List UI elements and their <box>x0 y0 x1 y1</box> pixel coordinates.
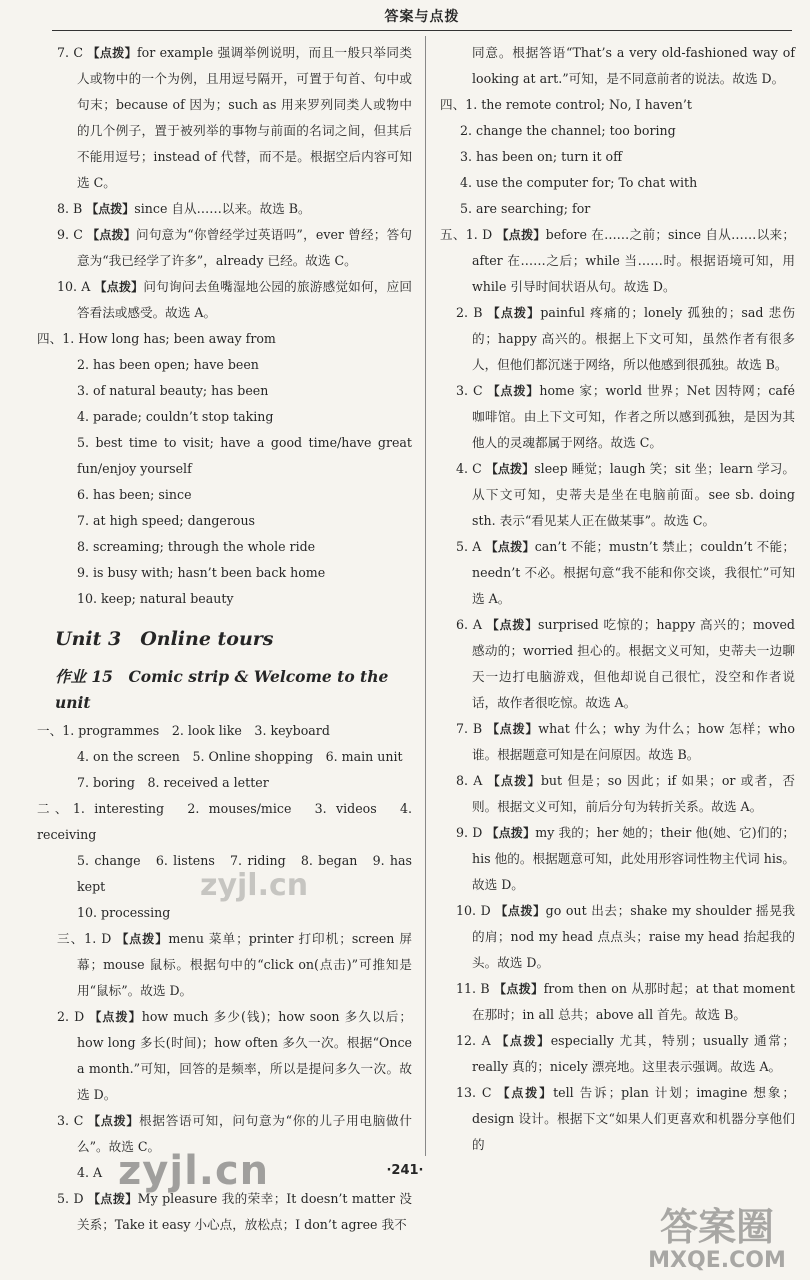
answer-5-10: 10. D 【点拨】go out 出去；shake my shoulder 摇晃我的肩；nod my head 点点头；raise my head 抬起我的头。故选 D。 <box>456 903 795 970</box>
section4-line6: 6. has been; since <box>77 487 192 502</box>
answer-3-2: 2. D 【点拨】how much 多少(钱)；how soon 多久以后；how long 多长(时间)；how often 多久一次。根据“Once a month.”可知，回答的是频率，所以是提问多久一次。故选 D。 <box>57 1009 412 1102</box>
watermark-middle: zyjl.cn <box>200 868 309 903</box>
answer-3-1: 三、1. D 【点拨】menu 菜单；printer 打印机；screen 屏幕；mouse 鼠标。根据句中的“click on(点击)”可推知是用“鼠标”。故选 D。 <box>57 931 412 998</box>
answer-3-4: 4. A <box>77 1165 103 1180</box>
answer-5-4: 4. C 【点拨】sleep 睡觉；laugh 笑；sit 坐；learn 学习。从下文可知，史蒂夫是坐在电脑前面。see sb. doing sth. 表示“看见某人正在做某事”。故选 C。 <box>456 461 795 528</box>
answer-8: 8. B 【点拨】since 自从……以来。故选 B。 <box>57 201 311 216</box>
answer-3-3: 3. C 【点拨】根据答语可知，问句意为“你的儿子用电脑做什么”。故选 C。 <box>57 1113 412 1154</box>
answer-5-8: 8. A 【点拨】but 但是；so 因此；if 如果；or 或者，否则。根据文义可知，前后分句为转折关系。故选 A。 <box>456 773 795 814</box>
section4-line9: 9. is busy with; hasn’t been back home <box>77 565 326 580</box>
r-section4-line4: 4. use the computer for; To chat with <box>460 175 698 190</box>
section2-line2: 5. change 6. listens 7. riding 8. began 9. has kept <box>77 853 412 894</box>
section4-line2: 2. has been open; have been <box>77 357 259 372</box>
section1-line1: 一、1. programmes 2. look like 3. keyboard <box>37 723 330 738</box>
page-number: ·241· <box>386 1163 424 1178</box>
answer-10: 10. A 【点拨】问句询问去鱼嘴湿地公园的旅游感觉如何，应回答看法或感受。故选 A。 <box>57 279 412 320</box>
answer-5-12: 12. A 【点拨】especially 尤其，特别；usually 通常；really 真的；nicely 漂亮地。这里表示强调。故选 A。 <box>456 1033 795 1074</box>
answer-5-11: 11. B 【点拨】from then on 从那时起；at that moment 在那时；in all 总共；above all 首先。故选 B。 <box>456 981 795 1022</box>
watermark-right-bottom: MXQE.COM <box>648 1248 786 1273</box>
unit-title: Unit 3 Online tours <box>55 628 274 650</box>
section4-line4: 4. parade; couldn’t stop taking <box>77 409 274 424</box>
section2-line1: 二、1. interesting 2. mouses/mice 3. videos 4. receiving <box>37 801 412 842</box>
right-column <box>440 40 795 1158</box>
r-section4-line1: 四、1. the remote control; No, I haven’t <box>440 97 692 112</box>
r-section4-line3: 3. has been on; turn it off <box>460 149 623 164</box>
section4-line7: 7. at high speed; dangerous <box>77 513 256 528</box>
column-divider <box>425 36 426 1156</box>
answer-5-6: 6. A 【点拨】surprised 吃惊的；happy 高兴的；moved 感动的；worried 担心的。根据文义可知，史蒂夫一边聊天一边打电脑游戏，但他却说自己很忙，没空和作者说话，故作者很吃惊。故选 A。 <box>456 617 795 710</box>
watermark-right-top: 答案圈 <box>659 1205 774 1249</box>
section4-line5: 5. best time to visit; have a good time/have great fun/enjoy yourself <box>77 435 412 476</box>
section1-line2: 4. on the screen 5. Online shopping 6. main unit <box>77 749 403 764</box>
watermark-right <box>632 1205 802 1273</box>
answer-5-3: 3. C 【点拨】home 家；world 世界；Net 因特网；café 咖啡馆。由上下文可知，作者之所以感到孤独，是因为其他人的灵魂都属于网络。故选 C。 <box>456 383 795 450</box>
watermark-left: zyjl.cn <box>118 1148 270 1194</box>
continued-text: 同意。根据答语“That’s a very old-fashioned way of looking at art.”可知，是不同意前者的说法。故选 D。 <box>472 45 795 86</box>
answer-5-1: 五、1. D 【点拨】before 在……之前；since 自从……以来；after 在……之后；while 当……时。根据语境可知，用 while 引导时间状语从句。故选 D。 <box>440 227 795 294</box>
answer-3-5: 5. D 【点拨】My pleasure 我的荣幸；It doesn’t matter 没关系；Take it easy 小心点，放松点；I don’t agree 我不 <box>57 1191 412 1232</box>
homework-title: 作业 15 Comic strip & Welcome to the unit <box>55 667 389 712</box>
r-section4-line2: 2. change the channel; too boring <box>460 123 676 138</box>
section4-line10: 10. keep; natural beauty <box>77 591 234 606</box>
header-title: 答案与点拨 <box>384 9 460 25</box>
answer-7: 7. C 【点拨】for example 强调举例说明，而且一般只举同类人或物中的一个为例，且用逗号隔开，可置于句首、句中或句末；because of 因为；such as 用来罗列同类人或物中的几个例子，置于被列举的事物与前面的名词之间，但其后不能用逗号；instead of 代替，而不是。根据空后内容可知选 C。 <box>57 45 412 190</box>
page-header <box>52 0 792 31</box>
section4-line8: 8. screaming; through the whole ride <box>77 539 316 554</box>
left-column <box>37 40 412 1238</box>
answer-5-2: 2. B 【点拨】painful 疼痛的；lonely 孤独的；sad 悲伤的；happy 高兴的。根据上下文可知，虽然作者有很多人，但他们都沉迷于网络，所以他感到很孤独。故选 B。 <box>456 305 795 372</box>
section4-line3: 3. of natural beauty; has been <box>77 383 269 398</box>
answer-5-5: 5. A 【点拨】can’t 不能；mustn’t 禁止；couldn’t 不能；needn’t 不必。根据句意“我不能和你交谈，我很忙”可知选 A。 <box>456 539 795 606</box>
section4-line1: 四、1. How long has; been away from <box>37 331 276 346</box>
r-section4-line5: 5. are searching; for <box>460 201 591 216</box>
answer-5-9: 9. D 【点拨】my 我的；her 她的；their 他(她、它)们的；his 他的。根据题意可知，此处用形容词性物主代词 his。故选 D。 <box>456 825 795 892</box>
answer-5-7: 7. B 【点拨】what 什么；why 为什么；how 怎样；who 谁。根据题意可知是在问原因。故选 B。 <box>456 721 795 762</box>
answer-9: 9. C 【点拨】问句意为“你曾经学过英语吗”，ever 曾经；答句意为“我已经学了许多”，already 已经。故选 C。 <box>57 227 412 268</box>
answer-5-13: 13. C 【点拨】tell 告诉；plan 计划；imagine 想象；design 设计。根据下文“如果人们更喜欢和机器分享他们的 <box>456 1085 796 1152</box>
section1-line3: 7. boring 8. received a letter <box>77 775 269 790</box>
section2-line3: 10. processing <box>77 905 171 920</box>
